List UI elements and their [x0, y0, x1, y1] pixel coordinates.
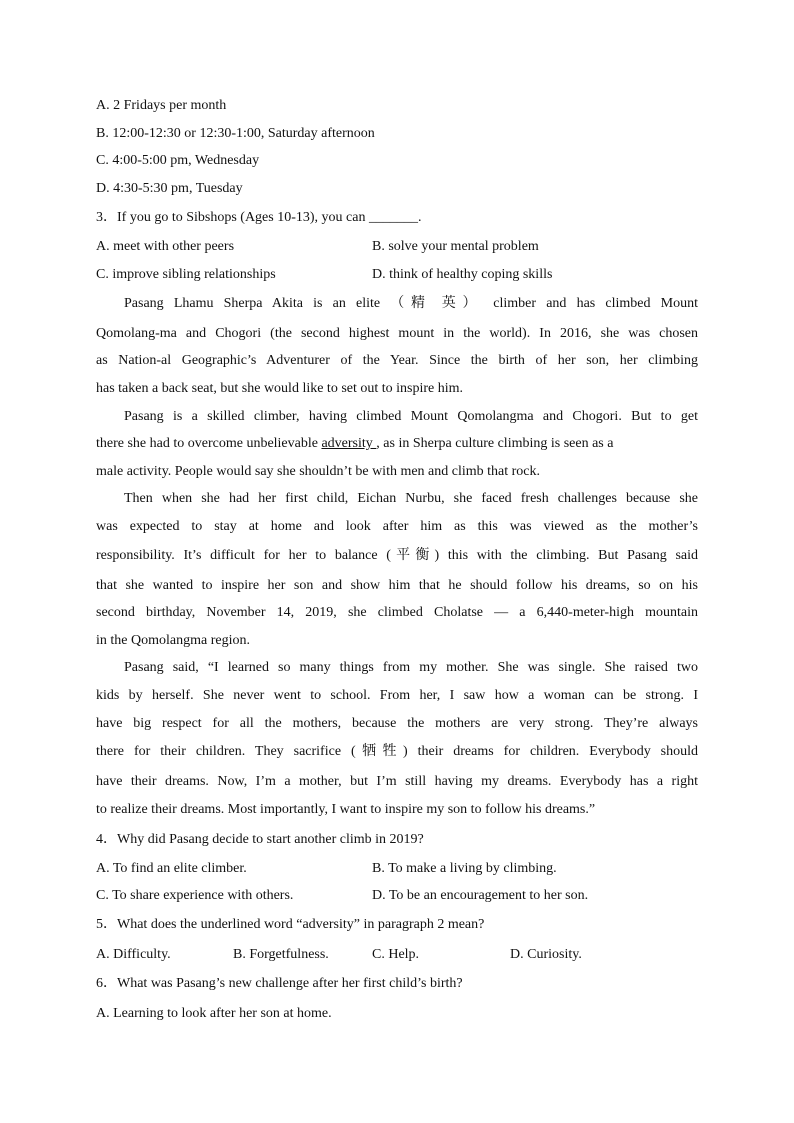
p3-line-1: Then when she had her first child, Eichan Nurbu, she faced fresh challenges because she	[124, 491, 698, 506]
p2-line-2-pre: there she had to overcome unbelievable	[96, 436, 322, 451]
p4-line-2: kids by herself. She never went to school. From her, I saw how a woman can be strong. I	[96, 688, 698, 703]
p2-line-2	[96, 435, 698, 453]
q3-option-a: A. meet with other peers	[96, 239, 235, 254]
p4-line-1: Pasang said, “I learned so many things from my mother. She was single. She raised two	[124, 660, 698, 675]
p1-line-1: Pasang Lhamu Sherpa Akita is an elite （精 英） climber and has climbed Mount	[124, 296, 698, 311]
p4-line-3: have big respect for all the mothers, because the mothers are very strong. They’re always	[96, 716, 698, 731]
q3-option-b: B. solve your mental problem	[372, 239, 539, 254]
q6-option-a: A. Learning to look after her son at home.	[96, 1006, 332, 1021]
p1-line-4: has taken a back seat, but she would like to set out to inspire him.	[96, 381, 464, 396]
p3-line-2: was expected to stay at home and look after him as this was viewed as the mother’s	[96, 519, 698, 534]
underlined-word-adversity: adversity	[321, 436, 377, 451]
p2-line-1: Pasang is a skilled climber, having climbed Mount Qomolangma and Chogori. But to get	[124, 409, 698, 424]
q5-option-d: D. Curiosity.	[510, 947, 582, 962]
q2-option-d: D. 4:30-5:30 pm, Tuesday	[96, 181, 243, 196]
p2-line-3: male activity. People would say she shouldn’t be with men and climb that rock.	[96, 464, 541, 479]
q2-option-c: C. 4:00-5:00 pm, Wednesday	[96, 153, 260, 168]
q3-option-d: D. think of healthy coping skills	[372, 267, 553, 282]
q2-option-b: B. 12:00-12:30 or 12:30-1:00, Saturday afternoon	[96, 126, 375, 141]
q5-option-c: C. Help.	[372, 947, 420, 962]
q2-option-a: A. 2 Fridays per month	[96, 98, 227, 113]
q3-option-c: C. improve sibling relationships	[96, 267, 276, 282]
p3-line-3: responsibility. It’s difficult for her to balance (平衡) this with the climbing. But Pasang said	[96, 548, 698, 563]
q5-stem: 5．What does the underlined word “adversity” in paragraph 2 mean?	[96, 917, 485, 932]
q4-option-d: D. To be an encouragement to her son.	[372, 888, 589, 903]
p4-line-5: have their dreams. Now, I’m a mother, but I’m still having my dreams. Everybody has a right	[96, 774, 698, 789]
p3-line-4: that she wanted to inspire her son and show him that he should follow his dreams, so on his	[96, 578, 698, 593]
p3-line-5: second birthday, November 14, 2019, she climbed Cholatse — a 6,440-meter-high mountain	[96, 605, 698, 620]
p1-line-2: Qomolang-ma and Chogori (the second highest mount in the world). In 2016, she was chosen	[96, 326, 698, 341]
p1-line-3: as Nation-al Geographic’s Adventurer of the Year. Since the birth of her son, her climbing	[96, 353, 698, 368]
p2-line-2-post: , as in Sherpa culture climbing is seen as a	[376, 436, 614, 451]
q4-option-c: C. To share experience with others.	[96, 888, 294, 903]
p4-line-4: there for their children. They sacrifice (牺牲) their dreams for children. Everybody should	[96, 744, 698, 759]
q4-option-b: B. To make a living by climbing.	[372, 861, 557, 876]
q3-stem: 3．If you go to Sibshops (Ages 10-13), you can _______.	[96, 210, 422, 225]
q5-option-a: A. Difficulty.	[96, 947, 171, 962]
p4-line-6: to realize their dreams. Most importantly, I want to inspire my son to follow his dreams.”	[96, 802, 596, 817]
q4-stem: 4．Why did Pasang decide to start another climb in 2019?	[96, 832, 424, 847]
p3-line-6: in the Qomolangma region.	[96, 633, 250, 648]
q6-stem: 6．What was Pasang’s new challenge after her first child’s birth?	[96, 976, 463, 991]
q4-option-a: A. To find an elite climber.	[96, 861, 247, 876]
q5-option-b: B. Forgetfulness.	[233, 947, 329, 962]
